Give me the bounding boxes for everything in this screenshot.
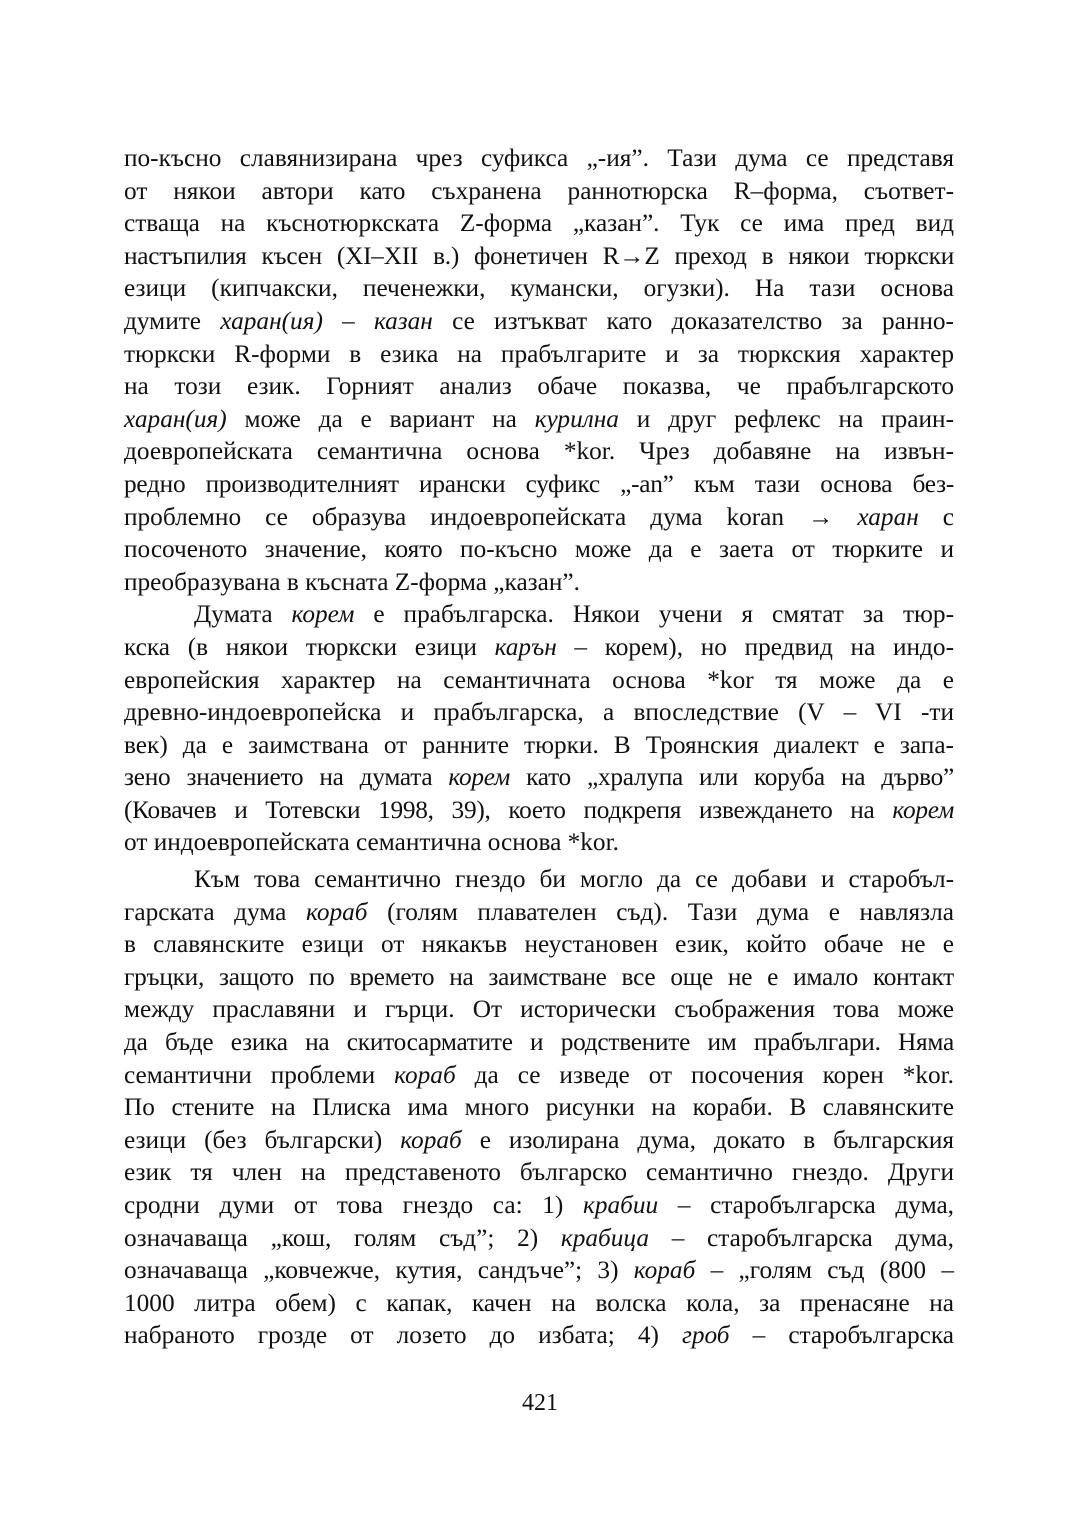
text-line: набраното грозде от лозето до избата; 4) гроб – старобългарска [124,1321,954,1350]
text-line: означаваща „кош, голям съд”; 2) крабица – старобългарска дума, [124,1223,954,1252]
text-line: от някои автори като съхранена раннотюрска R–форма, съответ- [124,176,954,205]
text-line: древно-индоевропейска и прабългарска, а впоследствие (V – VI -ти [124,698,954,727]
text-line: доевропейската семантична основа *kor. Чрез добавяне на извън- [124,437,954,466]
text-line: харан(ия) може да е вариант на курилна и друг рефлекс на праин- [124,404,954,433]
text-line: сродни думи от това гнездо са: 1) крабии – старобългарска дума, [124,1191,954,1219]
body-text [124,142,954,1352]
text-line: По стените на Плиска има много рисунки на кораби. В славянските [124,1093,954,1122]
text-line: посоченото значение, която по-късно може да е заета от тюрките и [124,535,954,564]
text-line: гарската дума кораб (голям плавателен съд). Тази дума е навлязла [124,897,955,926]
text-line: настъпилия късен (XI–XII в.) фонетичен R→Z преход в някои тюркски [124,241,954,270]
text-line: (Ковачев и Тотевски 1998, 39), което подкрепя извеждането на корем [124,795,954,824]
text-line: на този език. Горният анализ обаче показва, че прабългарското [124,372,954,401]
text-line: 1000 литра обем) с капак, качен на волска кола, за пренасяне на [124,1288,954,1317]
text-line: семантични проблеми кораб да се изведе от посочения корен *kor. [124,1060,954,1089]
text-line: език тя член на представеното българско семантично гнездо. Други [124,1158,954,1187]
text-line: да бъде езика на скитосарматите и родствените им прабългари. Няма [124,1028,954,1057]
page-number: 421 [522,1390,558,1416]
text-line: между праславяни и гърци. От исторически съображения това може [124,995,954,1024]
text-line: езици (без български) кораб е изолирана дума, докато в българския [124,1125,954,1154]
text-line: гръцки, защото по времето на заимстване все още не е имало контакт [124,962,954,991]
text-line: в славянските езици от някакъв неустановен език, който обаче не е [124,930,954,959]
text-line: зено значението на думата корем като „хралупа или коруба на дърво” [124,763,955,792]
text-line: тюркски R-форми в езика на прабългарите и за тюркския характер [124,339,954,368]
text-line: стваща на къснотюркската Z-форма „казан”. Тук се има пред вид [124,209,954,238]
text-line: проблемно се образува индоевропейската дума koran → харан с [124,502,954,531]
text-line: европейския характер на семантичната основа *kor тя може да е [124,665,954,694]
text-line: век) да е заимствана от ранните тюрки. В Троянския диалект е запа- [124,730,954,759]
text-line: Към това семантично гнездо би могло да се добави и старобъл- [194,865,954,894]
text-line: по-късно славянизирана чрез суфикса „-ия”. Тази дума се представя [124,144,954,172]
text-line: от индоевропейската семантична основа *kor. [124,828,619,857]
text-line: кска (в някои тюркски езици карън – корем), но предвид на индо- [124,632,955,661]
text-line: преобразувана в късната Z-форма „казан”. [124,567,580,596]
text-line: думите харан(ия) – казан се изтъкват като доказателство за ранно- [124,306,954,335]
text-line: езици (кипчакски, печенежки, кумански, огузки). На тази основа [124,274,954,303]
text-line: Думата корем е прабългарска. Някои учени я смятат за тюр- [194,600,954,629]
text-line: редно производителният ирански суфикс „-an” към тази основа без- [124,469,954,498]
text-line: означаваща „ковчежче, кутия, сандъче”; 3) кораб – „голям съд (800 – [124,1256,954,1285]
